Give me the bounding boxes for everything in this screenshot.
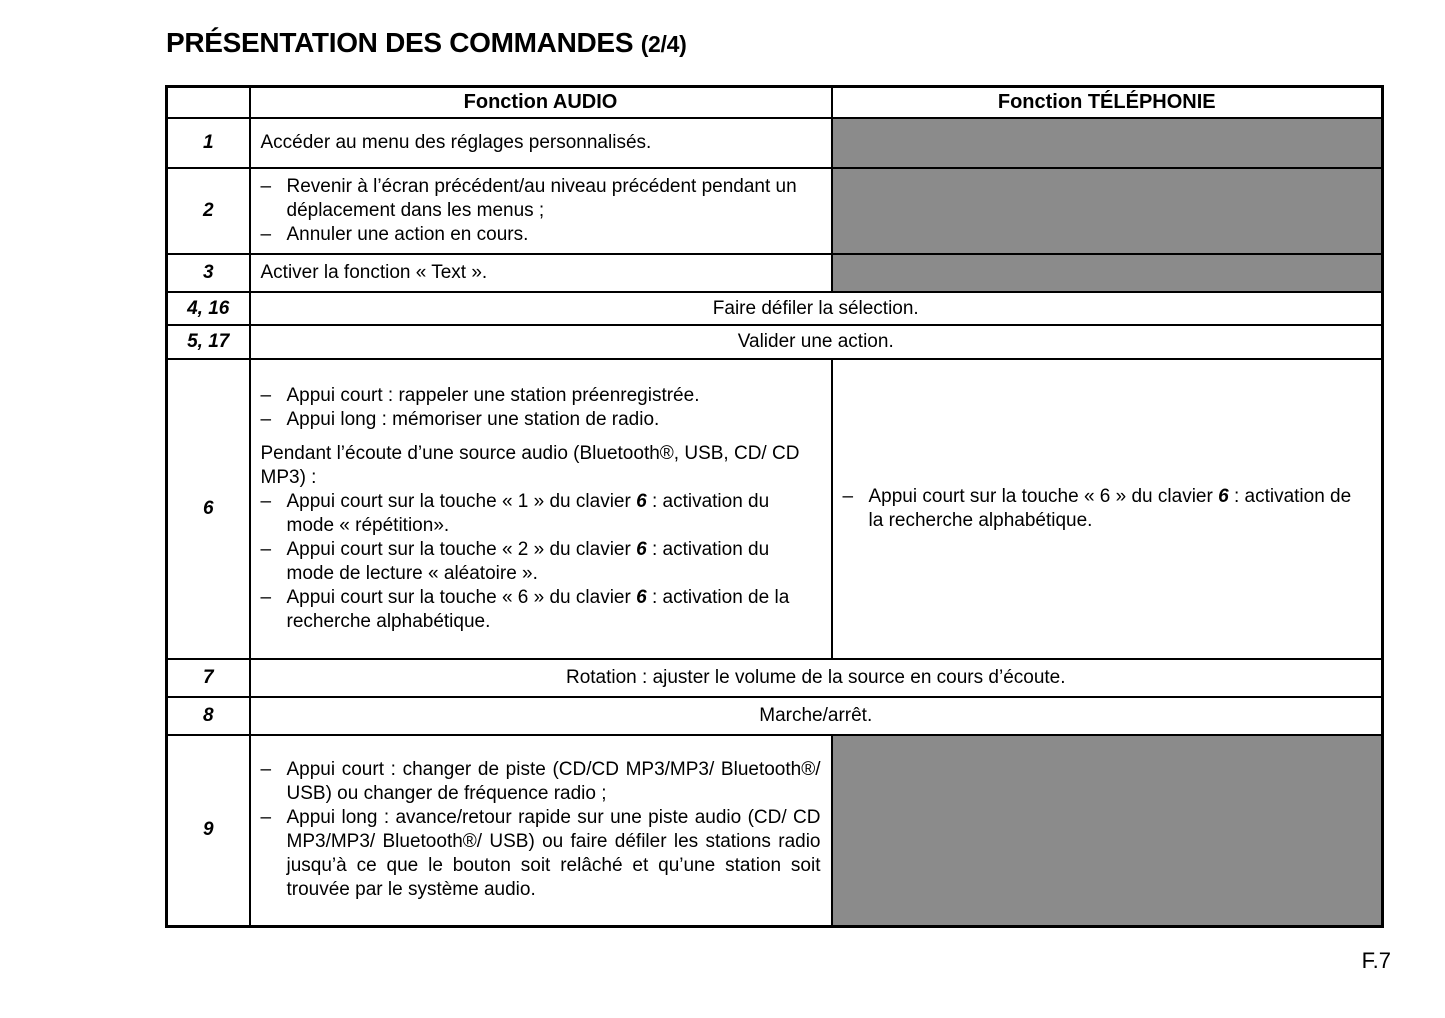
page-title-text: PRÉSENTATION DES COMMANDES — [166, 27, 634, 58]
merged-function-cell: Faire défiler la sélection. — [250, 292, 1383, 325]
telephony-function-cell-unavailable — [832, 118, 1383, 168]
key-number-cell: 6 — [167, 359, 250, 659]
bullet-text: Annuler une action en cours. — [286, 224, 529, 245]
table-row-1 — [167, 118, 1383, 168]
bullet-item — [261, 806, 821, 902]
bullet-dash: – — [260, 224, 272, 245]
key-reference: 6 — [636, 587, 647, 608]
table-row-6 — [167, 359, 1383, 659]
page-number: F.7 — [1361, 948, 1391, 973]
table-row-7 — [167, 659, 1383, 697]
bullet-dash: – — [260, 539, 272, 560]
bullet-dash: – — [260, 491, 272, 512]
audio-function-cell — [250, 359, 832, 659]
bullet-dash: – — [260, 587, 272, 608]
header-telephony-cell: Fonction TÉLÉPHONIE — [832, 87, 1383, 119]
bullet-dash: – — [260, 759, 272, 781]
key-number-cell: 8 — [167, 697, 250, 735]
telephony-function-cell — [832, 359, 1383, 659]
key-number-cell: 2 — [167, 168, 250, 254]
commands-table — [165, 85, 1384, 928]
audio-function-cell — [250, 168, 832, 254]
bullet-text: Appui long : mémoriser une station de radio. — [286, 409, 660, 430]
key-number-cell: 3 — [167, 254, 250, 292]
merged-function-cell: Rotation : ajuster le volume de la source en cours d’écoute. — [250, 659, 1383, 697]
key-number-cell: 7 — [167, 659, 250, 697]
bullet-item — [261, 538, 821, 586]
table-header-row — [167, 87, 1383, 119]
table-row-9 — [167, 735, 1383, 926]
merged-function-cell: Valider une action. — [250, 325, 1383, 359]
paragraph: Accéder au menu des réglages personnalisés. — [260, 132, 652, 153]
merged-function-cell: Marche/arrêt. — [250, 697, 1383, 735]
telephony-function-cell-unavailable — [832, 168, 1383, 254]
bullet-text: Appui court sur la touche « 2 » du clavier 6 : activation du mode de lecture « aléatoire ». — [286, 539, 770, 584]
table-row-5-17 — [167, 325, 1383, 359]
key-number-cell: 9 — [167, 735, 250, 926]
table-row-3 — [167, 254, 1383, 292]
bullet-dash: – — [260, 807, 272, 829]
paragraph: Pendant l’écoute d’une source audio (Bluetooth®, USB, CD/ CD MP3) : — [260, 443, 800, 488]
header-audio-cell: Fonction AUDIO — [250, 87, 832, 119]
page-title — [166, 26, 686, 61]
bullet-text: Appui long : avance/retour rapide sur une piste audio (CD/ CD MP3/MP3/ Bluetooth®/ USB) ou faire défiler les stations radio jusqu’à ce que le bouton soit relâché et qu’une station soit trouvée par le système audio. — [286, 807, 821, 901]
table-body — [167, 118, 1383, 926]
key-number-cell: 4, 16 — [167, 292, 250, 325]
bullet-text: Revenir à l’écran précédent/au niveau précédent pendant un déplacement dans les menus ; — [286, 176, 797, 221]
bullet-text: Appui court sur la touche « 1 » du clavier 6 : activation du mode « répétition». — [286, 491, 770, 536]
paragraph: Activer la fonction « Text ». — [260, 262, 488, 283]
key-reference: 6 — [1218, 486, 1229, 507]
bullet-text: Appui court : changer de piste (CD/CD MP3/MP3/ Bluetooth®/ USB) ou changer de fréquence radio ; — [286, 759, 821, 805]
audio-function-cell — [250, 118, 832, 168]
bullet-item — [261, 586, 821, 634]
bullet-item — [261, 758, 821, 806]
audio-function-cell — [250, 735, 832, 926]
key-number-cell: 5, 17 — [167, 325, 250, 359]
key-reference: 6 — [636, 491, 647, 512]
bullet-text: Appui court sur la touche « 6 » du clavier 6 : activation de la recherche alphabétique. — [286, 587, 790, 632]
bullet-item — [261, 175, 821, 223]
telephony-function-cell-unavailable — [832, 735, 1383, 926]
table-row-8 — [167, 697, 1383, 735]
bullet-item — [261, 223, 821, 247]
bullet-dash: – — [260, 176, 272, 197]
bullet-dash: – — [260, 409, 272, 430]
table-row-2 — [167, 168, 1383, 254]
page-title-suffix: (2/4) — [640, 31, 687, 57]
header-number-cell — [167, 87, 250, 119]
bullet-dash: – — [260, 385, 272, 406]
bullet-item — [843, 485, 1372, 533]
bullet-text: Appui court sur la touche « 6 » du clavier 6 : activation de la recherche alphabétique. — [868, 486, 1352, 531]
table-row-4-16 — [167, 292, 1383, 325]
telephony-function-cell-unavailable — [832, 254, 1383, 292]
bullet-text: Appui court : rappeler une station préenregistrée. — [286, 385, 700, 406]
bullet-item — [261, 408, 821, 432]
audio-function-cell — [250, 254, 832, 292]
bullet-item — [261, 490, 821, 538]
key-number-cell: 1 — [167, 118, 250, 168]
bullet-item — [261, 384, 821, 408]
key-reference: 6 — [636, 539, 647, 560]
bullet-dash: – — [842, 486, 854, 507]
